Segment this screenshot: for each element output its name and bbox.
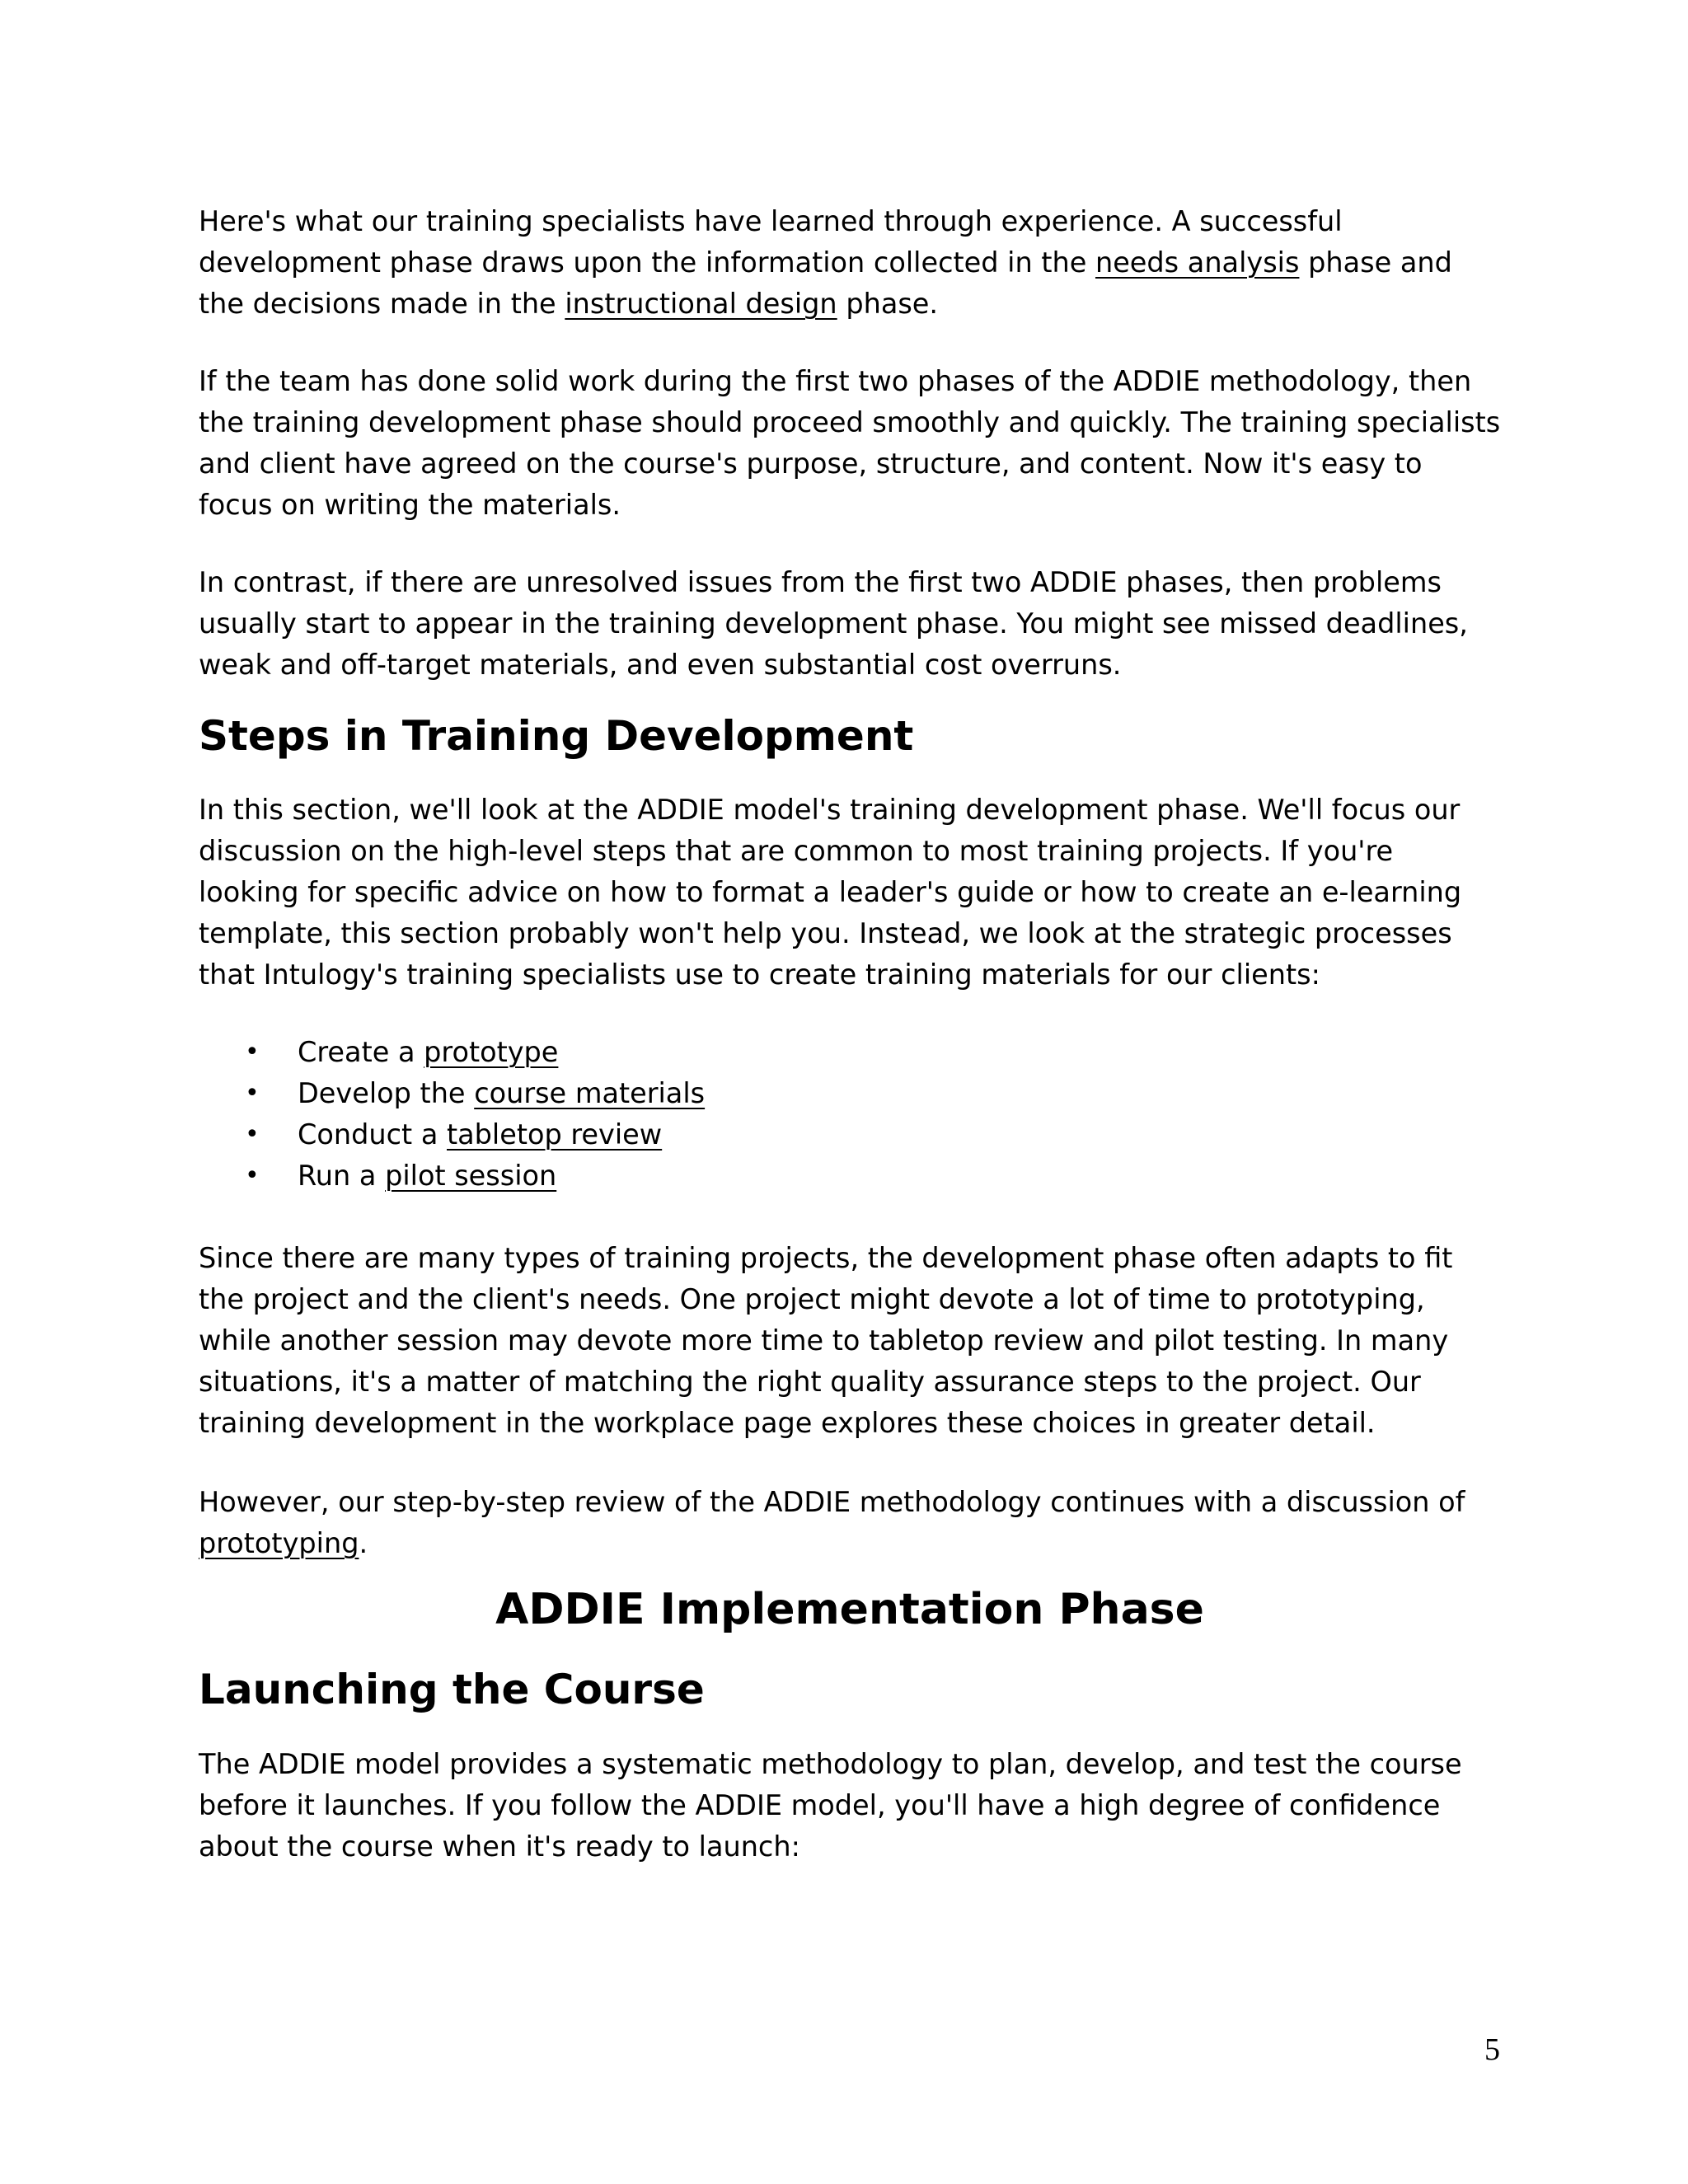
steps-paragraph-2: Since there are many types of training projects, the development phase often adapts to fit the project and the client's needs. One project might devote a lot of time to prototyping, while another session may devote more time to tabletop review and pilot testing. In many situations, it's a matter of matching the right quality assurance steps to the project. Our training development in the workplace page explores these choices in greater detail.	[199, 1242, 1453, 1439]
bullet-icon: •	[245, 1161, 260, 1190]
steps-paragraph-1: In this section, we'll look at the ADDIE model's training development phase. We'll focus our discussion on the high-level steps that are common to most training projects. If you're looking for specific advice on how to format a leader's guide or how to create an e-learning template, this section probably won't help you. Instead, we look at the strategic processes that Intulogy's training specialists use to create training materials for our clients:	[199, 794, 1462, 991]
list-item: • Conduct a tabletop review	[199, 1114, 1501, 1155]
intro-paragraph-2: If the team has done solid work during the first two phases of the ADDIE methodology, then the training development phase should proceed smoothly and quickly. The training specialists and client have agreed on the course's purpose, structure, and content. Now it's easy to focus on writing the materials.	[199, 365, 1501, 521]
pilot-session-link[interactable]: pilot session	[385, 1160, 557, 1192]
course-materials-link[interactable]: course materials	[474, 1077, 706, 1109]
tabletop-review-link[interactable]: tabletop review	[447, 1118, 663, 1151]
needs-analysis-link[interactable]: needs analysis	[1095, 246, 1300, 279]
implementation-paragraph-1: The ADDIE model provides a systematic methodology to plan, develop, and test the course before it launches. If you follow the ADDIE model, you'll have a high degree of confidence about the course when it's ready to launch:	[199, 1748, 1462, 1863]
page-number: 5	[1484, 2032, 1500, 2067]
bullet-icon: •	[245, 1079, 260, 1108]
document-page	[199, 201, 1501, 1868]
steps-paragraph-3: However, our step-by-step review of the ADDIE methodology continues with a discussion of prototyping.	[199, 1486, 1465, 1559]
list-item: • Run a pilot session	[199, 1155, 1501, 1197]
prototyping-link[interactable]: prototyping	[199, 1527, 359, 1559]
list-item: • Create a prototype	[199, 1032, 1501, 1073]
bullet-icon: •	[245, 1120, 260, 1149]
list-item: • Develop the course materials	[199, 1073, 1501, 1114]
instructional-design-link[interactable]: instructional design	[565, 288, 837, 320]
intro-paragraph-3: In contrast, if there are unresolved issues from the first two ADDIE phases, then problems usually start to appear in the training development phase. You might see missed deadlines, weak and off-target materials, and even substantial cost overruns.	[199, 566, 1468, 681]
intro-paragraph-1: Here's what our training specialists have learned through experience. A successful development phase draws upon the information collected in the needs analysis phase and the decisions made in the instructional design phase.	[199, 205, 1452, 320]
steps-list	[199, 1032, 1501, 1197]
launching-course-heading: Launching the Course	[199, 1666, 705, 1713]
bullet-icon: •	[245, 1038, 260, 1066]
steps-section-heading: Steps in Training Development	[199, 712, 914, 760]
prototype-link[interactable]: prototype	[424, 1036, 559, 1068]
implementation-phase-title: ADDIE Implementation Phase	[495, 1585, 1204, 1634]
